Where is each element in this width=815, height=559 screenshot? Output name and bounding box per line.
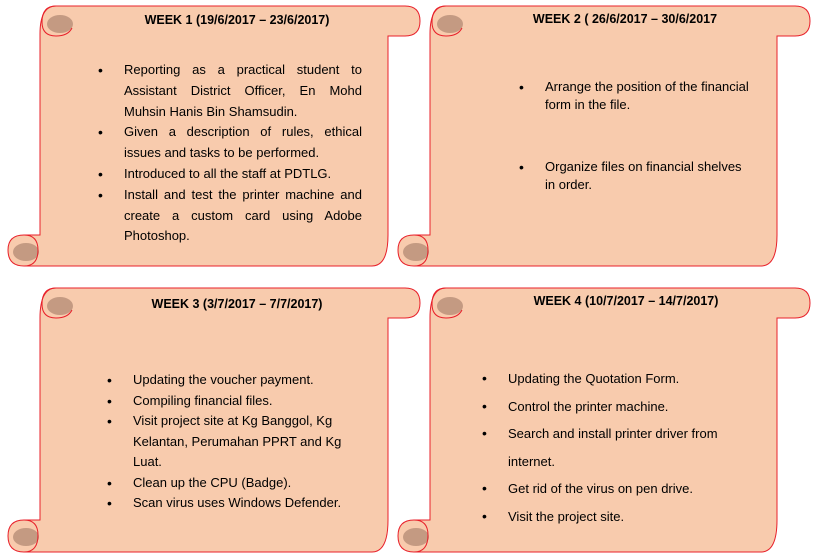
list-item: • Compiling financial files. — [107, 391, 347, 412]
list-item: • Introduced to all the staff at PDTLG. — [98, 164, 362, 185]
list-item: • Updating the voucher payment. — [107, 370, 347, 391]
list-item: • Scan virus uses Windows Defender. — [107, 493, 347, 514]
list-item: • Get rid of the virus on pen drive. — [482, 475, 742, 503]
list-item: • Visit the project site. — [482, 503, 742, 531]
week-1-scroll — [0, 0, 425, 272]
list-item: • Clean up the CPU (Badge). — [107, 473, 347, 494]
week-4-list — [482, 365, 742, 530]
week-3-list — [107, 370, 347, 514]
week-4-scroll — [390, 284, 815, 559]
list-item: • Visit project site at Kg Banggol, Kg Kelantan, Perumahan PPRT and Kg Luat. — [107, 411, 347, 473]
list-item: • Arrange the position of the financial form in the file. — [519, 78, 749, 114]
list-item: • Reporting as a practical student to Assistant District Officer, En Mohd Muhsin Hanis Bin Shamsudin. — [98, 60, 362, 122]
week-2-scroll — [390, 0, 815, 272]
list-item: • Install and test the printer machine and create a custom card using Adobe Photoshop. — [98, 185, 362, 247]
week-2-list — [519, 78, 749, 194]
week-1-list — [98, 60, 362, 247]
list-item: • Updating the Quotation Form. — [482, 365, 742, 393]
list-item: • Given a description of rules, ethical issues and tasks to be performed. — [98, 122, 362, 164]
week-3-title: WEEK 3 (3/7/2017 – 7/7/2017) — [151, 297, 323, 311]
list-item: • Control the printer machine. — [482, 393, 742, 421]
week-2-title: WEEK 2 ( 26/6/2017 – 30/6/2017 — [532, 12, 718, 26]
week-4-title: WEEK 4 (10/7/2017 – 14/7/2017) — [533, 294, 719, 308]
week-1-title: WEEK 1 (19/6/2017 – 23/6/2017) — [144, 13, 330, 27]
list-item: • Organize files on financial shelves in order. — [519, 158, 749, 194]
week-3-scroll — [0, 284, 425, 559]
list-item: • Search and install printer driver from internet. — [482, 420, 742, 475]
